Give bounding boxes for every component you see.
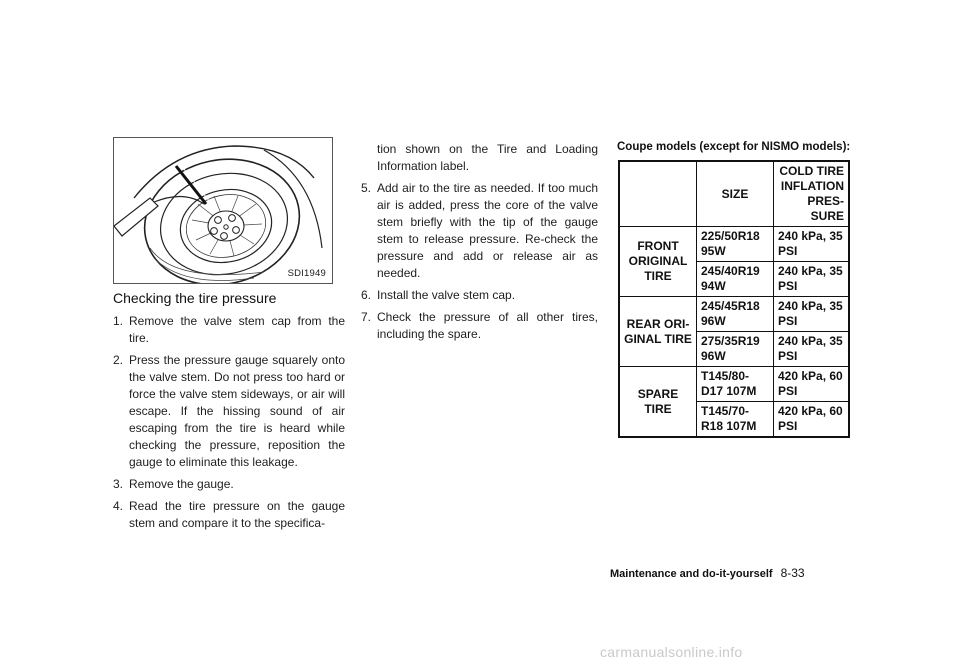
tire-pressure: 420 kPa, 60 PSI [774, 402, 850, 438]
header-size: SIZE [697, 161, 774, 227]
page-number: 8-33 [780, 566, 805, 580]
step-text: Add air to the tire as needed. If too much air is added, press the core of the valve stem briefly with the tip of the gauge stem to release pressure. Re-check the pressure and add or release air as needed. [377, 181, 598, 280]
tire-pressure: 240 kPa, 35 PSI [774, 297, 850, 332]
tire-pressure-table [618, 160, 850, 438]
step-item [361, 309, 598, 343]
tire-group-label: REAR ORI-GINAL TIRE [619, 297, 697, 367]
tire-size: 275/35R19 96W [697, 332, 774, 367]
step-item [113, 352, 345, 471]
step-number: 1. [113, 314, 124, 328]
table-row [619, 367, 849, 402]
step-number: 3. [113, 477, 124, 491]
header-pressure: COLD TIRE INFLATION PRES-SURE [774, 161, 850, 227]
table-row [619, 227, 849, 262]
steps-column-1 [113, 313, 345, 537]
step-item [361, 287, 598, 304]
step-number: 2. [113, 353, 124, 367]
step-item [361, 180, 598, 282]
step-item [113, 498, 345, 532]
step-number: 5. [361, 181, 372, 195]
tire-size: 245/45R18 96W [697, 297, 774, 332]
tire-group-label: SPARE TIRE [619, 367, 697, 438]
step-text: Remove the gauge. [129, 477, 234, 491]
tire-size: T145/70-R18 107M [697, 402, 774, 438]
tire-pressure-figure [113, 137, 333, 284]
watermark: carmanualsonline.info [600, 644, 743, 660]
tire-size: 225/50R18 95W [697, 227, 774, 262]
table-heading: Coupe models (except for NISMO models): [617, 141, 851, 153]
steps-column-2 [361, 141, 598, 348]
section-title: Checking the tire pressure [113, 290, 277, 306]
tire-size: 245/40R19 94W [697, 262, 774, 297]
step-text: Press the pressure gauge squarely onto the valve stem. Do not press too hard or force the valve stem sideways, or air will escape. If the hissing sound of air escaping from the tire is heard while checking the pressure, reposition the gauge to eliminate this leakage. [129, 353, 345, 469]
step-item [113, 313, 345, 347]
step-number: 4. [113, 499, 124, 513]
step-text: Read the tire pressure on the gauge stem and compare it to the specifica- [129, 499, 345, 530]
step-text: Install the valve stem cap. [377, 288, 516, 302]
tire-size: T145/80-D17 107M [697, 367, 774, 402]
header-blank [619, 161, 697, 227]
step-number: 7. [361, 310, 372, 324]
table-header-row [619, 161, 849, 227]
step-text: Check the pressure of all other tires, including the spare. [377, 310, 598, 341]
table-row [619, 297, 849, 332]
step-item [113, 476, 345, 493]
step-text: Remove the valve stem cap from the tire. [129, 314, 345, 345]
tire-pressure-gauge-illustration [114, 138, 332, 283]
page-footer [610, 566, 805, 580]
tire-group-label: FRONT ORIGINAL TIRE [619, 227, 697, 297]
step-continuation: tion shown on the Tire and Loading Information label. [377, 142, 598, 173]
tire-pressure: 240 kPa, 35 PSI [774, 332, 850, 367]
step-number: 6. [361, 288, 372, 302]
tire-pressure: 420 kPa, 60 PSI [774, 367, 850, 402]
footer-section: Maintenance and do-it-yourself [610, 568, 773, 580]
tire-pressure: 240 kPa, 35 PSI [774, 262, 850, 297]
figure-code: SDI1949 [287, 268, 326, 279]
tire-pressure: 240 kPa, 35 PSI [774, 227, 850, 262]
